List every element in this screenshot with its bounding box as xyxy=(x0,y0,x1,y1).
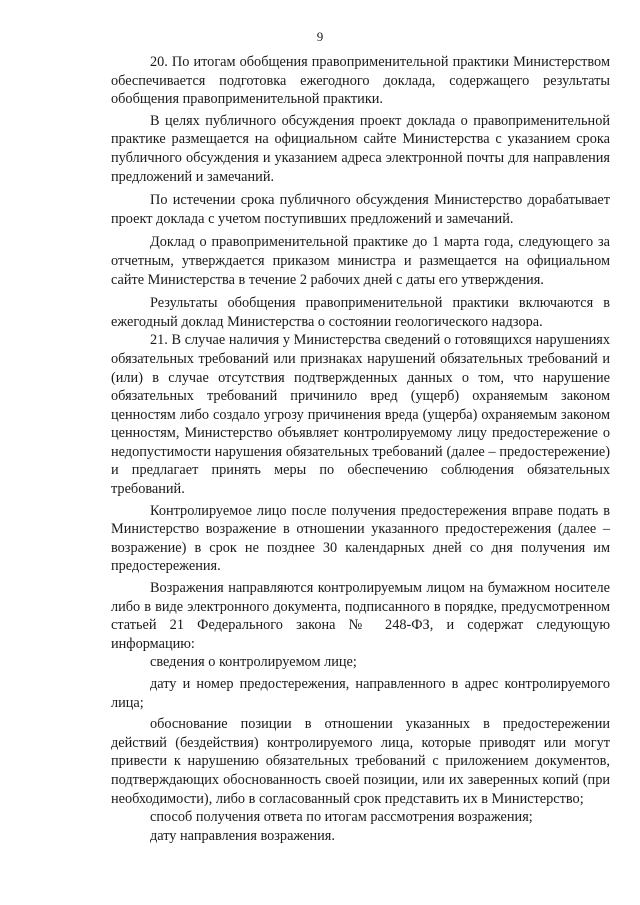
document-body xyxy=(111,53,610,845)
list-item-response-method: способ получения ответа по итогам рассмотрения возражения; xyxy=(150,809,533,826)
paragraph-objection-right: Контролируемое лицо после получения предостережения вправе подать в Министерство возражение в отношении указанного предостережения (далее – возражение) в срок не позднее 30 календарных дней со дня получения им предостережения. xyxy=(111,502,610,575)
list-item-justification: обоснование позиции в отношении указанных в предостережении действий (бездействия) контролируемого лица, которые приводят или могут привести к нарушению обязательных требований с приложением документов, подтверждающих обоснованность своей позиции, или их заверенных копий (при необходимости), либо в согласованный срок представить их в Министерство; xyxy=(111,716,610,807)
paragraph-20-report: 20. По итогам обобщения правоприменительной практики Министерством обеспечивается подготовка ежегодного доклада, содержащего результаты обобщения правоприменительной практики. xyxy=(111,54,610,108)
list-item-warning-date: дату и номер предостережения, направленного в адрес контролируемого лица; xyxy=(111,676,610,711)
paragraph-report-approval: Доклад о правоприменительной практике до 1 марта года, следующего за отчетным, утверждается приказом министра и размещается на официальном сайте Министерства в течение 2 рабочих дней с даты его утверждения. xyxy=(111,234,610,288)
list-item-objection-date: дату направления возражения. xyxy=(150,827,335,844)
paragraph-objection-content: Возражения направляются контролируемым лицом на бумажном носителе либо в виде электронного документа, подписанного в порядке, предусмотренном статьей 21 Федерального закона № 248-ФЗ, и содержат следующую информацию: xyxy=(111,580,610,652)
paragraph-21-warning: 21. В случае наличия у Министерства сведений о готовящихся нарушениях обязательных требований или признаках нарушений обязательных требований и (или) в случае отсутствия подтвержденных данных о том, что нарушение обязательных требований причинило вред (ущерб) охраняемым законом ценностям либо создало угрозу причинения вреда (ущерба) охраняемым законом ценностям, Министерство объявляет контролируемому лицу предостережение о недопустимости нарушения обязательных требований (далее – предостережение) и предлагает принять меры по обеспечению соблюдения обязательных требований. xyxy=(111,332,610,498)
paragraph-public-discussion: В целях публичного обсуждения проект доклада о правоприменительной практике размещается на официальном сайте Министерства с указанием срока публичного обсуждения и указанием адреса электронной почты для направления предложений и замечаний. xyxy=(111,112,610,185)
paragraph-annual-report: Результаты обобщения правоприменительной практики включаются в ежегодный доклад Министерства о состоянии геологического надзора. xyxy=(111,295,610,330)
list-item-person-info: сведения о контролируемом лице; xyxy=(150,654,357,671)
page-number: 9 xyxy=(316,29,324,44)
paragraph-draft-revision: По истечении срока публичного обсуждения Министерство дорабатывает проект доклада с учетом поступивших предложений и замечаний. xyxy=(111,192,610,227)
